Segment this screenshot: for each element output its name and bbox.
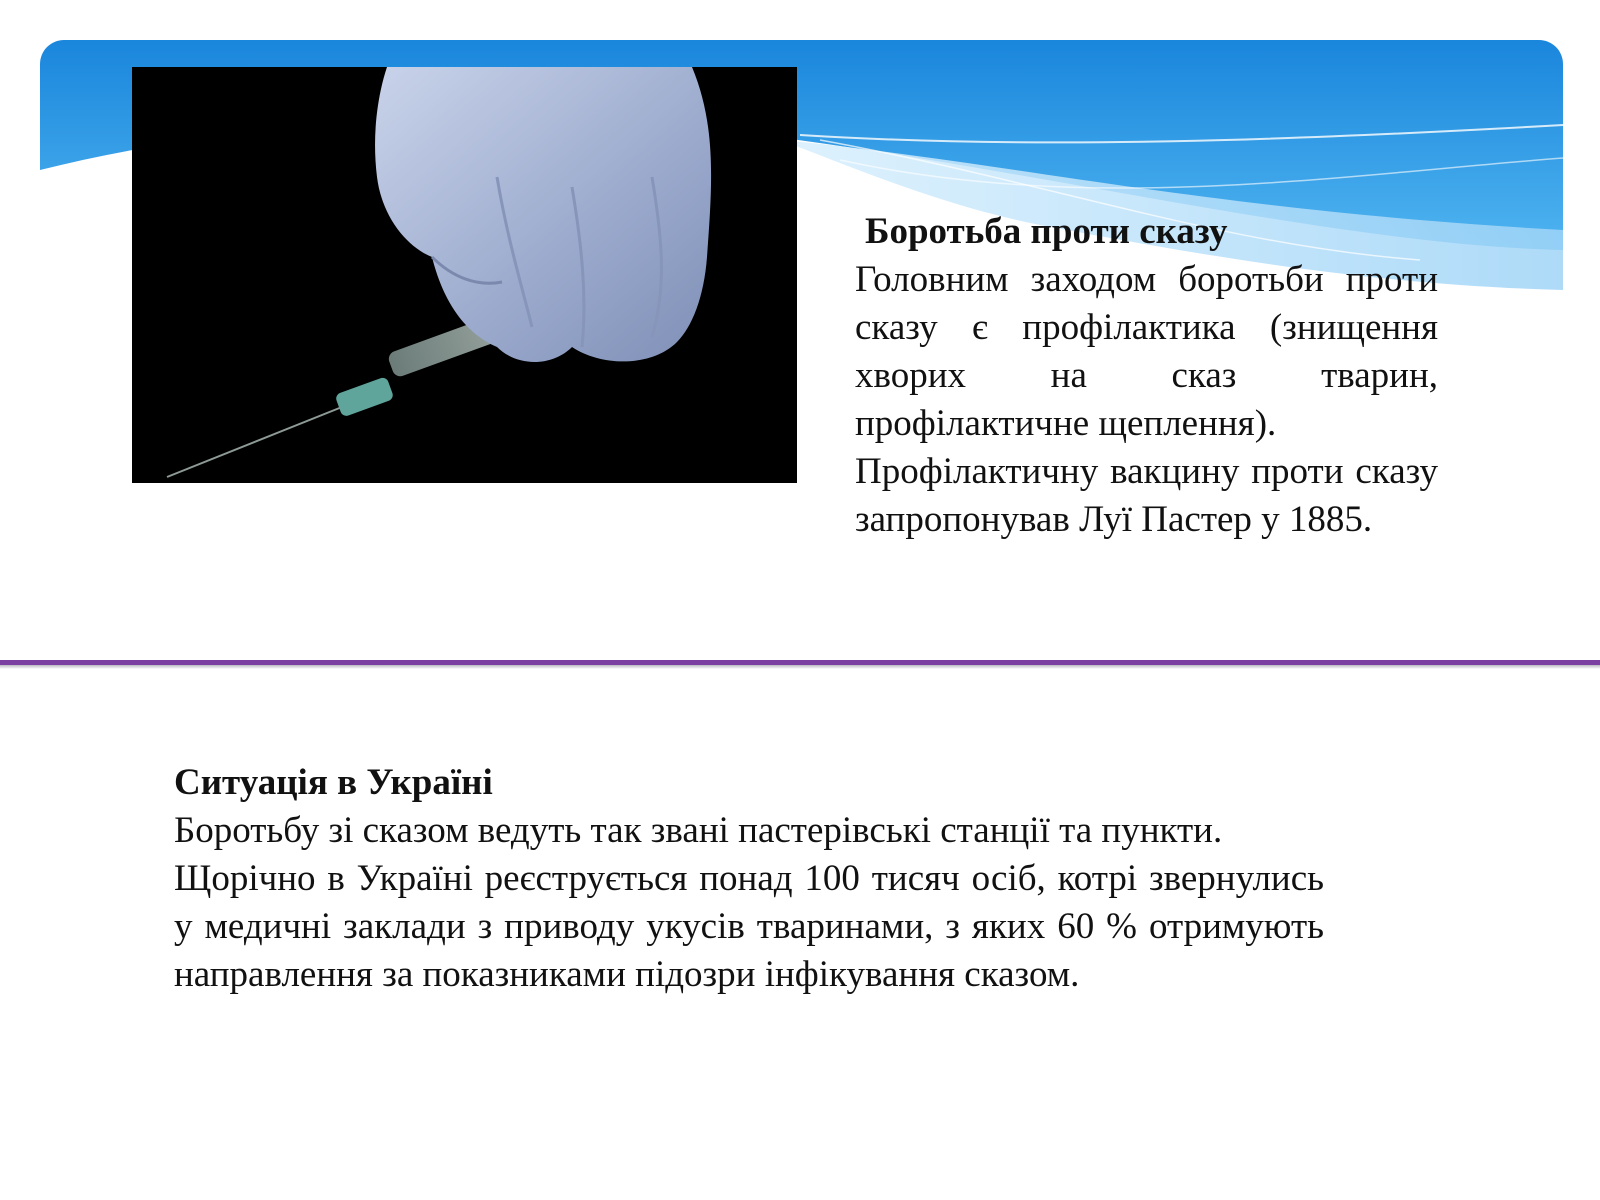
section-divider-shadow xyxy=(0,665,1600,669)
syringe-glove-photo xyxy=(132,67,797,483)
syringe-glove-icon xyxy=(132,67,797,483)
ukraine-situation-paragraph-2: Щорічно в Україні реєструється понад 100 тисяч осіб, котрі звернулись у медичні заклади з приводу укусів тваринами, з яких 60 % отримують направлення за показниками підозри інфікування сказом. xyxy=(174,858,1324,995)
ukraine-situation-paragraph-1: Боротьбу зі сказом ведуть так звані пастерівські станції та пункти. xyxy=(174,810,1223,851)
rabies-control-paragraph-1: Головним заходом боротьби проти сказу є профілактика (знищення хворих на сказ тварин, профілактичне щеплення). xyxy=(855,259,1438,444)
ukraine-situation-section xyxy=(174,759,1324,999)
ukraine-situation-heading: Ситуація в Україні xyxy=(174,762,493,803)
rabies-control-heading: Боротьба проти сказу xyxy=(865,211,1228,252)
rabies-control-paragraph-2: Профілактичну вакцину проти сказу запропонував Луї Пастер у 1885. xyxy=(855,451,1438,540)
rabies-control-section xyxy=(855,208,1438,544)
